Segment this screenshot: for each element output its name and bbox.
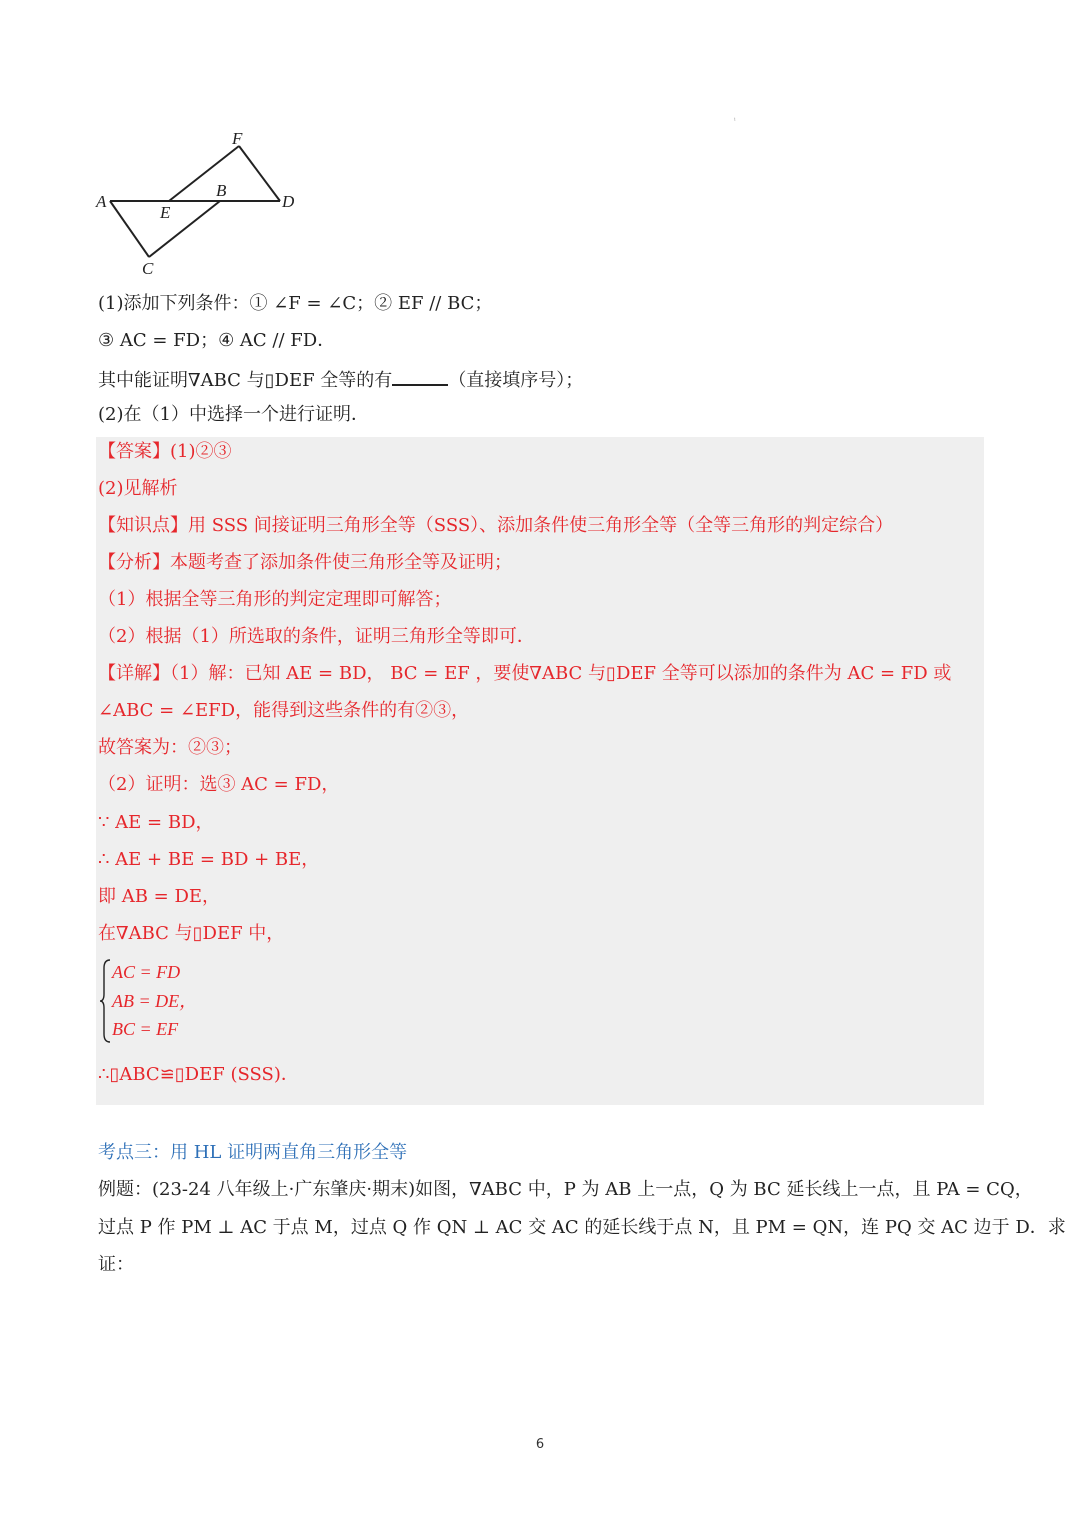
- label-e: E: [160, 203, 171, 222]
- label-c: C: [142, 259, 154, 276]
- proof-line-1: （2）证明：选③ AC = FD，: [98, 774, 340, 795]
- line-fd: [239, 146, 280, 201]
- problem-line-3-post: （直接填序号）；: [448, 370, 584, 391]
- system-eq-2: AB = DE，: [112, 991, 198, 1011]
- conclusion-line: ∴▯ABC≌▯DEF (SSS)．: [98, 1064, 299, 1085]
- proof-line-3: ∴ AE + BE = BD + BE，: [98, 849, 320, 870]
- problem-line-4: (2)在（1）中选择一个进行证明．: [98, 404, 369, 425]
- section-title: 考点三：用 HL 证明两直角三角形全等: [98, 1142, 408, 1163]
- answer-line: 【答案】(1)②③: [98, 441, 232, 462]
- equation-system: [100, 958, 210, 1044]
- problem-line-1: (1)添加下列条件：① ∠F = ∠C；② EF // BC；: [98, 293, 493, 314]
- detail-line-2: ∠ABC = ∠EFD，能得到这些条件的有②③，: [98, 700, 470, 721]
- stray-mark: ⁱ: [734, 116, 736, 125]
- analysis-point-1: （1）根据全等三角形的判定定理即可解答；: [98, 589, 452, 610]
- brace-icon: [100, 958, 112, 1044]
- line-ef: [169, 146, 239, 201]
- label-d: D: [282, 192, 295, 211]
- answer-line-2: (2)见解析: [98, 478, 178, 499]
- problem-line-3-pre: 其中能证明∇ABC 与▯DEF 全等的有: [98, 370, 393, 391]
- proof-line-5: 在∇ABC 与▯DEF 中，: [98, 923, 285, 944]
- label-a: A: [96, 192, 107, 211]
- problem-line-3: [98, 366, 583, 393]
- analysis-point-2: （2）根据（1）所选取的条件，证明三角形全等即可．: [98, 626, 535, 647]
- problem-line-2: ③ AC = FD；④ AC // FD．: [98, 330, 336, 351]
- proof-line-4: 即 AB = DE，: [98, 886, 221, 907]
- system-eq-1: AC = FD: [112, 962, 181, 982]
- example-line-1: 例题：(23-24 八年级上·广东肇庆·期末)如图，∇ABC 中，P 为 AB 上一点，Q 为 BC 延长线上一点，且 PA = CQ，: [98, 1179, 1033, 1200]
- label-b: B: [216, 181, 227, 200]
- line-ac: [110, 201, 149, 257]
- detail-line-1: 【详解】（1）解：已知 AE = BD， BC = EF ，要使∇ABC 与▯DEF 全等可以添加的条件为 AC = FD 或: [98, 663, 952, 684]
- page-number: 6: [535, 1437, 545, 1452]
- proof-line-2: ∵ AE = BD，: [98, 812, 214, 833]
- geometry-figure: [94, 128, 299, 276]
- label-f: F: [232, 129, 243, 148]
- system-eq-3: BC = EF: [112, 1019, 179, 1039]
- example-line-2: 过点 P 作 PM ⊥ AC 于点 M，过点 Q 作 QN ⊥ AC 交 AC 的延长线于点 N，且 PM = QN，连 PQ 交 AC 边于 D．求: [98, 1217, 1066, 1238]
- detail-line-3: 故答案为：②③；: [98, 737, 242, 758]
- example-line-3: 证：: [98, 1254, 134, 1275]
- answer-blank: [392, 366, 448, 386]
- analysis-line: 【分析】本题考查了添加条件使三角形全等及证明；: [98, 552, 512, 573]
- knowledge-line: 【知识点】用 SSS 间接证明三角形全等（SSS）、添加条件使三角形全等（全等三角形的判定综合）: [98, 515, 894, 536]
